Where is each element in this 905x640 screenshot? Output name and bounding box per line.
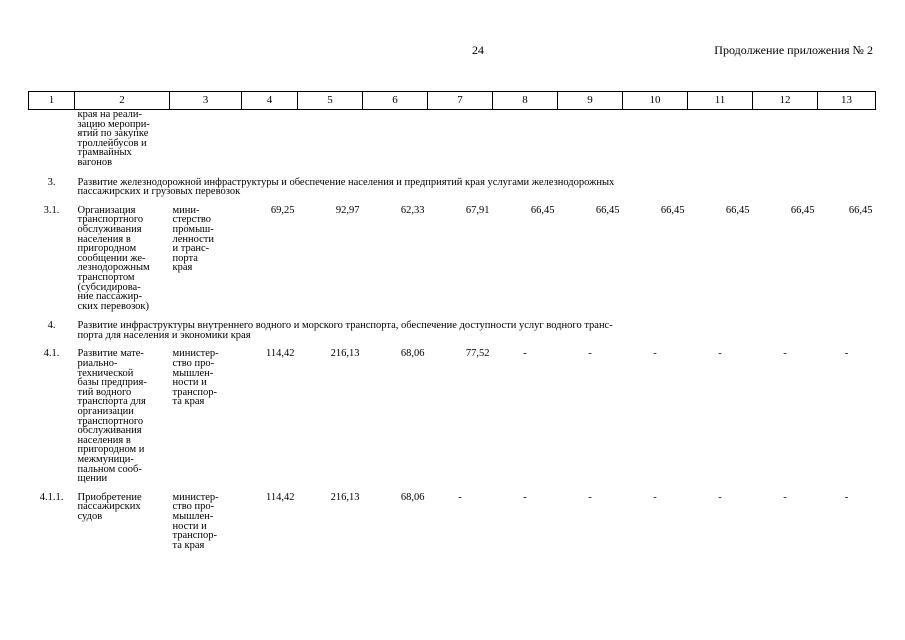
- carry-over-row: [29, 110, 876, 168]
- cell-value: -: [718, 348, 722, 360]
- cell-value: 114,42: [266, 348, 295, 360]
- column-header-row: [29, 92, 876, 110]
- continuation-label: Продолжение приложения № 2: [714, 43, 873, 57]
- row-responsible: министер- ство про- мышлен- ности и транспор- та края: [172, 348, 219, 408]
- section-title: Развитие железнодорожной инфраструктуры и обеспечение населения и предприятий края услугами железнодорожных пассажирских и грузовых перевозок: [77, 176, 615, 198]
- column-header: 1: [29, 92, 75, 110]
- column-header: 3: [170, 92, 242, 110]
- cell-value: 66,45: [530, 204, 555, 216]
- cell-value: 62,33: [400, 204, 425, 216]
- cell-value: 114,42: [266, 491, 295, 503]
- section-row: [29, 320, 876, 340]
- cell-value: 67,91: [465, 204, 490, 216]
- cell-value: -: [523, 491, 527, 503]
- page-number: 24: [472, 43, 484, 57]
- cell-value: 68,06: [400, 348, 425, 360]
- cell-value: 216,13: [330, 491, 360, 503]
- column-header: 2: [75, 92, 170, 110]
- column-header: 10: [623, 92, 688, 110]
- column-header: 7: [428, 92, 493, 110]
- cell-value: 66,45: [790, 204, 815, 216]
- cell-value: 66,45: [848, 204, 873, 216]
- column-header: 6: [363, 92, 428, 110]
- row-responsible: мини- стерство промыш- ленности и транс- порта края: [172, 204, 215, 274]
- cell-value: -: [653, 348, 657, 360]
- table-row: [29, 349, 876, 483]
- cell-value: -: [783, 348, 787, 360]
- table-row: [29, 206, 876, 312]
- row-name: Развитие мате- риально- технической базы предприя- тий водного транспорта для организации транспортного обслуживания населения в пригородном и межмуници- пальном сооб- щении: [77, 348, 147, 485]
- row-number: 4.1.1.: [39, 491, 64, 503]
- cell-value: -: [653, 491, 657, 503]
- cell-value: -: [458, 491, 462, 503]
- cell-value: -: [844, 348, 849, 360]
- cell-value: 216,13: [330, 348, 360, 360]
- row-name: Организация транспортного обслуживания населения в пригородном сообщении же- лезнодорожным транспортом (субсидирова- ние пассажир- ских перевозок): [77, 204, 150, 312]
- row-number: 3.1.: [43, 204, 60, 216]
- cell-value: 66,45: [660, 204, 685, 216]
- row-number: 4.1.: [43, 348, 60, 360]
- section-row: [29, 177, 876, 197]
- cell-value: -: [588, 491, 592, 503]
- cell-value: 69,25: [270, 204, 295, 216]
- section-number: 4.: [47, 320, 56, 332]
- row-name: Приобретение пассажирских судов: [77, 491, 142, 522]
- cell-value: -: [844, 491, 849, 503]
- cell-value: -: [588, 348, 592, 360]
- carry-over-text: края на реали- зацию меропри- ятий по закупке троллейбусов и трамвайных вагонов: [77, 109, 150, 168]
- column-header: 8: [493, 92, 558, 110]
- column-header: 9: [558, 92, 623, 110]
- cell-value: -: [783, 491, 787, 503]
- cell-value: -: [718, 491, 722, 503]
- cell-value: -: [523, 348, 527, 360]
- cell-value: 92,97: [335, 204, 360, 216]
- column-header: 11: [688, 92, 753, 110]
- row-responsible: министер- ство про- мышлен- ности и транспор- та края: [172, 491, 219, 551]
- cell-value: 68,06: [400, 491, 425, 503]
- column-header: 4: [242, 92, 298, 110]
- section-number: 3.: [47, 176, 56, 188]
- table-row: [29, 493, 876, 551]
- cell-value: 77,52: [465, 348, 490, 360]
- cell-value: 66,45: [725, 204, 750, 216]
- column-header: 5: [298, 92, 363, 110]
- budget-table: [28, 91, 876, 550]
- section-title: Развитие инфраструктуры внутреннего водного и морского транспорта, обеспечение доступности услуг водного транс- порта для населения и экономики края: [77, 320, 613, 341]
- column-header: 12: [753, 92, 818, 110]
- column-header: 13: [818, 92, 876, 110]
- cell-value: 66,45: [595, 204, 620, 216]
